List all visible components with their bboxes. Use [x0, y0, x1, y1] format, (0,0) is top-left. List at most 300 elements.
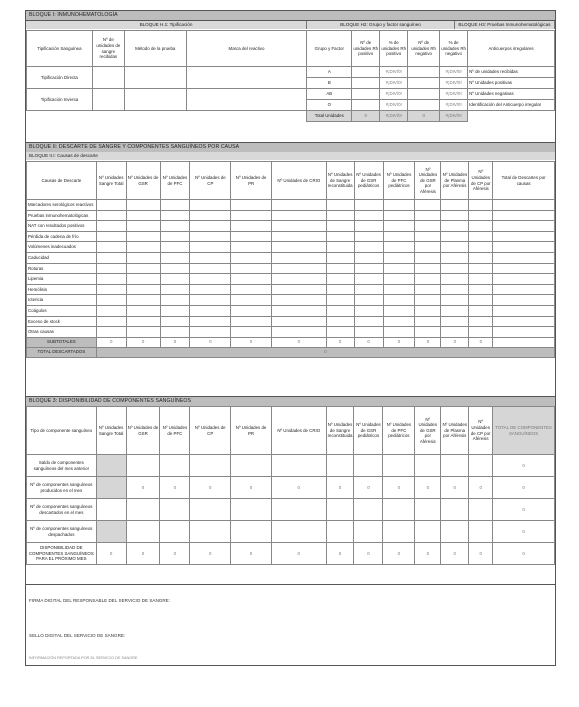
input-cell[interactable] [272, 316, 327, 327]
subtotal-value: 0 [126, 337, 160, 347]
input-cell[interactable] [354, 274, 383, 285]
input-cell[interactable] [383, 305, 415, 316]
row-total [493, 221, 555, 232]
input-cell[interactable] [354, 316, 383, 327]
value-cell[interactable] [354, 455, 383, 477]
input-cell[interactable] [415, 327, 441, 338]
input-cell[interactable] [415, 221, 441, 232]
value-cell[interactable] [354, 499, 383, 521]
input-cell[interactable] [231, 316, 272, 327]
input-cell[interactable] [383, 242, 415, 253]
input-cell[interactable] [326, 316, 354, 327]
value-cell[interactable] [326, 521, 354, 543]
header-cell: Método de la prueba [124, 31, 186, 67]
input-cell[interactable] [383, 252, 415, 263]
input-cell[interactable] [383, 295, 415, 306]
input-cell[interactable] [415, 274, 441, 285]
value-cell[interactable] [271, 499, 326, 521]
header-cell: Nº Unidades Sangre Total [96, 162, 126, 200]
input-cell[interactable] [160, 231, 190, 242]
input-cell[interactable] [126, 200, 160, 211]
input-cell[interactable] [469, 316, 493, 327]
header-cell: Nº Unidades de PR [231, 407, 272, 455]
row-total: 0 [493, 499, 555, 521]
value-cell[interactable] [441, 455, 469, 477]
input-cell[interactable] [415, 295, 441, 306]
input-cell[interactable] [272, 327, 327, 338]
input-cell[interactable] [96, 252, 126, 263]
table-row [27, 543, 555, 565]
input-cell[interactable] [383, 210, 415, 221]
input-cell[interactable] [231, 263, 272, 274]
value-cell[interactable] [326, 455, 354, 477]
input-cell[interactable] [272, 221, 327, 232]
subtotal-value: 0 [441, 337, 469, 347]
input-cell[interactable] [354, 295, 383, 306]
input-cell[interactable] [272, 274, 327, 285]
value-cell[interactable]: 0 [441, 543, 469, 565]
input-cell[interactable] [441, 263, 469, 274]
input-cell[interactable] [326, 231, 354, 242]
value-cell[interactable] [96, 499, 126, 521]
grupo-cell: O [307, 100, 352, 111]
value-cell[interactable]: 0 [354, 477, 383, 499]
input-cell[interactable] [326, 305, 354, 316]
input-cell[interactable] [190, 316, 231, 327]
value-cell[interactable] [415, 521, 441, 543]
input-cell[interactable] [383, 327, 415, 338]
input-cell[interactable] [96, 231, 126, 242]
input-cell[interactable] [354, 327, 383, 338]
value-cell[interactable] [126, 455, 160, 477]
input-cell[interactable] [354, 210, 383, 221]
value-cell[interactable]: 0 [354, 543, 383, 565]
block1-sub3: BLOQUE H3: Pruebas Inmunohematológicas [455, 21, 555, 29]
input-cell[interactable] [96, 284, 126, 295]
tipificacion-cell: Tipificación Inversa [27, 89, 93, 111]
input-cell[interactable] [231, 221, 272, 232]
pct-cell: #¡DIV/0! [440, 67, 468, 78]
input-cell[interactable] [160, 200, 190, 211]
input-cell[interactable] [160, 252, 190, 263]
input-cell[interactable] [326, 295, 354, 306]
table-row [27, 477, 555, 499]
pct-cell: #¡DIV/0! [440, 89, 468, 100]
value-cell[interactable]: 0 [160, 477, 190, 499]
header-cell: Nº Unidades de CRIO [272, 162, 327, 200]
row-total: 0 [493, 543, 555, 565]
input-cell[interactable] [326, 252, 354, 263]
cause-label: Otras causas [27, 327, 97, 338]
input-cell[interactable] [469, 263, 493, 274]
input-cell[interactable] [272, 305, 327, 316]
input-cell[interactable] [126, 263, 160, 274]
input-cell[interactable] [326, 327, 354, 338]
input-cell[interactable] [231, 327, 272, 338]
value-cell[interactable]: 0 [383, 543, 415, 565]
input-cell[interactable] [124, 89, 186, 111]
input-cell[interactable] [126, 231, 160, 242]
input-cell[interactable] [124, 67, 186, 89]
header-cell: Tipificación Sanguínea [27, 31, 93, 67]
row-total [493, 263, 555, 274]
input-cell[interactable] [160, 210, 190, 221]
value-cell[interactable]: 0 [326, 543, 354, 565]
input-cell[interactable] [96, 200, 126, 211]
value-cell[interactable]: 0 [126, 477, 160, 499]
input-cell[interactable] [126, 242, 160, 253]
value-cell[interactable] [383, 455, 415, 477]
row-total: 0 [493, 477, 555, 499]
input-cell[interactable] [441, 210, 469, 221]
total-row [27, 111, 555, 122]
input-cell[interactable] [441, 221, 469, 232]
value-cell[interactable] [469, 521, 493, 543]
table-row [27, 242, 555, 253]
input-cell[interactable] [126, 221, 160, 232]
component-label: Saldo de componentes sanguíneos del mes anterior [27, 455, 97, 477]
input-cell[interactable] [96, 295, 126, 306]
value-cell[interactable]: 0 [190, 543, 231, 565]
input-cell[interactable] [354, 242, 383, 253]
value-cell[interactable]: 0 [231, 543, 272, 565]
input-cell[interactable] [190, 295, 231, 306]
input-cell[interactable] [441, 295, 469, 306]
input-cell[interactable] [383, 284, 415, 295]
component-label: DISPONIBILIDAD DE COMPONENTES SANGUÍNEOS PARA EL PRÓXIMO MES [27, 543, 97, 565]
value-cell[interactable] [326, 499, 354, 521]
value-cell[interactable] [126, 499, 160, 521]
input-cell[interactable] [190, 221, 231, 232]
input-cell[interactable] [415, 231, 441, 242]
value-cell[interactable] [271, 455, 326, 477]
input-cell[interactable] [354, 284, 383, 295]
component-label: Nº de componentes sanguíneos despachados [27, 521, 97, 543]
input-cell[interactable] [190, 305, 231, 316]
input-cell[interactable] [126, 210, 160, 221]
input-cell[interactable] [160, 327, 190, 338]
input-cell[interactable] [160, 274, 190, 285]
input-cell[interactable] [408, 89, 440, 100]
value-cell[interactable] [126, 521, 160, 543]
input-cell[interactable] [272, 263, 327, 274]
input-cell[interactable] [160, 242, 190, 253]
value-cell[interactable] [231, 521, 272, 543]
input-cell[interactable] [231, 252, 272, 263]
cause-label: Marcadores serológicos reactivos [27, 200, 97, 211]
input-cell[interactable] [126, 316, 160, 327]
value-cell[interactable] [271, 521, 326, 543]
value-cell[interactable]: 0 [326, 477, 354, 499]
input-cell[interactable] [231, 284, 272, 295]
input-cell[interactable] [469, 274, 493, 285]
input-cell[interactable] [231, 210, 272, 221]
input-cell[interactable] [469, 231, 493, 242]
header-cell: Nº Unidades de PFC [160, 407, 190, 455]
input-cell[interactable] [92, 89, 124, 111]
row-total: 0 [493, 455, 555, 477]
input-cell[interactable] [126, 327, 160, 338]
input-cell[interactable] [190, 231, 231, 242]
input-cell[interactable] [469, 295, 493, 306]
value-cell[interactable]: 0 [415, 477, 441, 499]
input-cell[interactable] [190, 284, 231, 295]
input-cell[interactable] [326, 221, 354, 232]
input-cell[interactable] [186, 67, 307, 89]
value-cell[interactable] [96, 477, 126, 499]
input-cell[interactable] [126, 284, 160, 295]
input-cell[interactable] [190, 210, 231, 221]
input-cell[interactable] [415, 200, 441, 211]
table-row [27, 67, 555, 78]
input-cell[interactable] [231, 305, 272, 316]
value-cell[interactable] [231, 499, 272, 521]
value-cell[interactable] [190, 499, 231, 521]
value-cell[interactable]: 0 [441, 477, 469, 499]
value-cell[interactable] [415, 455, 441, 477]
row-total [493, 210, 555, 221]
table-row [27, 327, 555, 338]
input-cell[interactable] [469, 242, 493, 253]
input-cell[interactable] [160, 295, 190, 306]
header-cell: Nº Unidades de CP [190, 407, 231, 455]
input-cell[interactable] [441, 200, 469, 211]
value-cell[interactable] [383, 521, 415, 543]
input-cell[interactable] [326, 200, 354, 211]
input-cell[interactable] [126, 252, 160, 263]
input-cell[interactable] [96, 274, 126, 285]
input-cell[interactable] [160, 263, 190, 274]
input-cell[interactable] [190, 274, 231, 285]
subtotal-value: 0 [272, 337, 327, 347]
header-cell: Nº Unidades de CRIO [271, 407, 326, 455]
value-cell[interactable] [160, 521, 190, 543]
value-cell[interactable] [469, 455, 493, 477]
header-cell: Nº Unidades Sangre Total [96, 407, 126, 455]
sello-label: SELLO DIGITAL DEL SERVICIO DE SANGRE: [29, 633, 126, 638]
input-cell[interactable] [354, 263, 383, 274]
input-cell[interactable] [96, 305, 126, 316]
row-total [493, 274, 555, 285]
input-cell[interactable] [272, 200, 327, 211]
input-cell[interactable] [415, 252, 441, 263]
row-total [493, 231, 555, 242]
pct-cell: #¡DIV/0! [380, 78, 408, 89]
value-cell[interactable]: 0 [96, 543, 126, 565]
header-cell: Nº Unidades de GSR [126, 162, 160, 200]
input-cell[interactable] [408, 67, 440, 78]
input-cell[interactable] [408, 78, 440, 89]
input-cell[interactable] [383, 231, 415, 242]
input-cell[interactable] [441, 231, 469, 242]
subtotal-value: 0 [190, 337, 231, 347]
value-cell[interactable] [441, 521, 469, 543]
input-cell[interactable] [160, 316, 190, 327]
input-cell[interactable] [469, 200, 493, 211]
input-cell[interactable] [352, 100, 380, 111]
input-cell[interactable] [352, 78, 380, 89]
input-cell[interactable] [352, 89, 380, 100]
input-cell[interactable] [441, 284, 469, 295]
input-cell[interactable] [383, 316, 415, 327]
block2-table [26, 161, 555, 358]
table-row [27, 89, 555, 100]
input-cell[interactable] [469, 305, 493, 316]
value-cell[interactable] [96, 521, 126, 543]
header-cell: Nº Unidades de CP por Aféresis [469, 162, 493, 200]
header-cell: Nº Unidades de Sangre reconstituida [326, 162, 354, 200]
row-total [493, 200, 555, 211]
value-cell[interactable]: 0 [383, 477, 415, 499]
table-row [27, 521, 555, 543]
input-cell[interactable] [190, 252, 231, 263]
value-cell[interactable]: 0 [271, 543, 326, 565]
value-cell[interactable]: 0 [271, 477, 326, 499]
input-cell[interactable] [186, 89, 307, 111]
header-cell: Nº Unidades de GSR por Aféresis [415, 162, 441, 200]
input-cell[interactable] [160, 221, 190, 232]
input-cell[interactable] [231, 200, 272, 211]
subtotal-value: 0 [326, 337, 354, 347]
header-cell: Nº Unidades de PFC [160, 162, 190, 200]
input-cell[interactable] [352, 67, 380, 78]
input-cell[interactable] [415, 210, 441, 221]
input-cell[interactable] [326, 263, 354, 274]
header-cell: % de unidades Rh negativo [440, 31, 468, 67]
input-cell[interactable] [92, 67, 124, 89]
input-cell[interactable] [160, 284, 190, 295]
input-cell[interactable] [354, 231, 383, 242]
input-cell[interactable] [190, 263, 231, 274]
value-cell[interactable]: 0 [190, 477, 231, 499]
value-cell[interactable] [160, 455, 190, 477]
value-cell[interactable] [354, 521, 383, 543]
value-cell[interactable] [96, 455, 126, 477]
input-cell[interactable] [272, 284, 327, 295]
input-cell[interactable] [383, 221, 415, 232]
input-cell[interactable] [354, 200, 383, 211]
input-cell[interactable] [441, 327, 469, 338]
input-cell[interactable] [469, 210, 493, 221]
input-cell[interactable] [326, 284, 354, 295]
input-cell[interactable] [354, 252, 383, 263]
pct-cell: #¡DIV/0! [440, 100, 468, 111]
input-cell[interactable] [160, 305, 190, 316]
table-row [27, 455, 555, 477]
input-cell[interactable] [326, 210, 354, 221]
input-cell[interactable] [126, 274, 160, 285]
value-cell[interactable] [441, 499, 469, 521]
input-cell[interactable] [126, 295, 160, 306]
input-cell[interactable] [469, 252, 493, 263]
value-cell[interactable]: 0 [160, 543, 190, 565]
input-cell[interactable] [190, 200, 231, 211]
input-cell[interactable] [272, 242, 327, 253]
input-cell[interactable] [408, 100, 440, 111]
input-cell[interactable] [126, 305, 160, 316]
input-cell[interactable] [272, 295, 327, 306]
row-total [493, 327, 555, 338]
value-cell[interactable] [415, 499, 441, 521]
firma-label: FIRMA DIGITAL DEL RESPONSABLE DEL SERVICIO DE SANGRE: [29, 598, 170, 603]
block2-title: BLOQUE II: DESCARTE DE SANGRE Y COMPONENTES SANGUÍNEOS POR CAUSA [26, 142, 555, 153]
input-cell[interactable] [272, 231, 327, 242]
input-cell[interactable] [96, 263, 126, 274]
input-cell[interactable] [415, 316, 441, 327]
value-cell[interactable]: 0 [469, 543, 493, 565]
subtotal-value: 0 [354, 337, 383, 347]
input-cell[interactable] [383, 263, 415, 274]
input-cell[interactable] [231, 231, 272, 242]
input-cell[interactable] [231, 274, 272, 285]
input-cell[interactable] [96, 210, 126, 221]
input-cell[interactable] [441, 274, 469, 285]
input-cell[interactable] [441, 316, 469, 327]
value-cell[interactable] [383, 499, 415, 521]
total-value: #¡DIV/0! [380, 111, 408, 122]
total-value: 0 [352, 111, 380, 122]
input-cell[interactable] [415, 263, 441, 274]
input-cell[interactable] [415, 284, 441, 295]
input-cell[interactable] [441, 242, 469, 253]
input-cell[interactable] [326, 242, 354, 253]
input-cell[interactable] [469, 327, 493, 338]
input-cell[interactable] [96, 327, 126, 338]
value-cell[interactable] [190, 521, 231, 543]
input-cell[interactable] [190, 327, 231, 338]
block1-header-row [27, 31, 555, 67]
value-cell[interactable] [469, 499, 493, 521]
header-cell: Nº de unidades Rh positivo [352, 31, 380, 67]
cause-label: Exceso de stock [27, 316, 97, 327]
input-cell[interactable] [272, 210, 327, 221]
value-cell[interactable]: 0 [415, 543, 441, 565]
value-cell[interactable] [160, 499, 190, 521]
input-cell[interactable] [231, 242, 272, 253]
value-cell[interactable] [190, 455, 231, 477]
input-cell[interactable] [354, 221, 383, 232]
value-cell[interactable] [231, 455, 272, 477]
value-cell[interactable]: 0 [126, 543, 160, 565]
grupo-cell: AB [307, 89, 352, 100]
input-cell[interactable] [96, 316, 126, 327]
input-cell[interactable] [96, 242, 126, 253]
row-total [493, 305, 555, 316]
input-cell[interactable] [415, 305, 441, 316]
input-cell[interactable] [190, 242, 231, 253]
input-cell[interactable] [326, 274, 354, 285]
input-cell[interactable] [231, 295, 272, 306]
value-cell[interactable]: 0 [469, 477, 493, 499]
input-cell[interactable] [354, 305, 383, 316]
input-cell[interactable] [469, 284, 493, 295]
total-value: 0 [408, 111, 440, 122]
input-cell[interactable] [383, 200, 415, 211]
input-cell[interactable] [383, 274, 415, 285]
input-cell[interactable] [272, 252, 327, 263]
input-cell[interactable] [441, 252, 469, 263]
header-cell: Nº Unidades de Plasma por Aféresis [441, 162, 469, 200]
header-cell: Causas de Descarte [27, 162, 97, 200]
header-cell: Nº Unidades de GSR [126, 407, 160, 455]
input-cell[interactable] [96, 221, 126, 232]
cause-label: Volúmenes inadecuados [27, 242, 97, 253]
input-cell[interactable] [469, 221, 493, 232]
value-cell[interactable]: 0 [231, 477, 272, 499]
input-cell[interactable] [415, 242, 441, 253]
header-cell: Nº Unidades de CP [190, 162, 231, 200]
input-cell[interactable] [441, 305, 469, 316]
